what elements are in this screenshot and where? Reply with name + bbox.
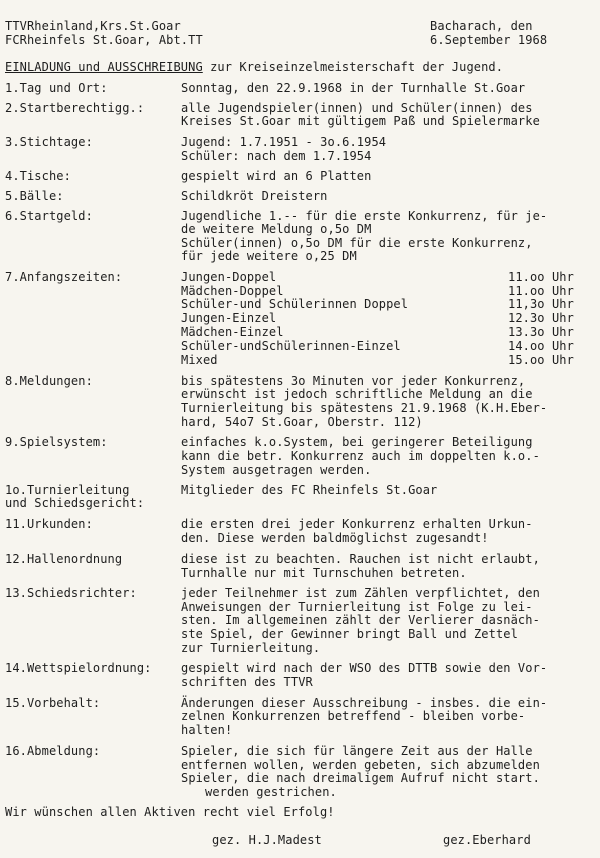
event-name: Jungen-Einzel (181, 311, 277, 325)
header-club-left-2: FCRheinfels St.Goar, Abt.TT (5, 33, 203, 47)
section-15-line: halten! (181, 723, 233, 737)
event-time: 14.oo Uhr (508, 339, 574, 353)
section-15-line: Änderungen dieser Ausschreibung - insbes. die ein- (181, 696, 548, 710)
section-10-label: 1o.Turnierleitung (5, 483, 130, 497)
section-7-label: 7.Anfangszeiten: (5, 270, 123, 284)
event-name: Schüler-undSchülerinnen-Einzel (181, 339, 401, 353)
section-12-label: 12.Hallenordnung (5, 552, 123, 566)
section-3-line: Schüler: nach dem 1.7.1954 (181, 149, 372, 163)
section-14-line: schriften des TTVR (181, 675, 313, 689)
event-name: Schüler-und Schülerinnen Doppel (181, 297, 409, 311)
event-name: Mädchen-Einzel (181, 325, 284, 339)
section-6-line: für jede weitere o,25 DM (181, 249, 357, 263)
section-8-label: 8.Meldungen: (5, 374, 93, 388)
section-14-line: gespielt wird nach der WSO des DTTB sowie den Vor- (181, 661, 548, 675)
header-date: 6.September 1968 (430, 33, 548, 47)
event-time: 15.oo Uhr (508, 353, 574, 367)
section-9-line: einfaches k.o.System, bei geringerer Beteiligung (181, 435, 533, 449)
section-5-line: Schildkröt Dreistern (181, 189, 328, 203)
section-14-label: 14.Wettspielordnung: (5, 661, 152, 675)
event-time: 12.3o Uhr (508, 311, 574, 325)
section-4-line: gespielt wird an 6 Platten (181, 169, 372, 183)
section-6-label: 6.Startgeld: (5, 209, 93, 223)
event-time: 13.3o Uhr (508, 325, 574, 339)
section-2-label: 2.Startberechtigg.: (5, 101, 145, 115)
title-rest: zur Kreiseinzelmeisterschaft der Jugend. (202, 60, 504, 74)
section-2-line: alle Jugendspieler(innen) und Schüler(innen) des (181, 101, 533, 115)
document-title (5, 61, 503, 74)
section-12-line: diese ist zu beachten. Rauchen ist nicht erlaubt, (181, 552, 540, 566)
section-13-line: zur Turnierleitung. (181, 641, 321, 655)
section-8-line: hard, 54o7 St.Goar, Oberstr. 112) (181, 415, 423, 429)
section-16-line: Spieler, die sich für längere Zeit aus der Halle (181, 744, 533, 758)
section-16-line: Spieler, die nach dreimaligem Aufruf nicht start. (181, 771, 540, 785)
section-13-line: sten. Im allgemeinen zählt der Verlierer dasnäch- (181, 613, 540, 627)
section-5-label: 5.Bälle: (5, 189, 64, 203)
section-12-line: Turnhalle nur mit Turnschuhen betreten. (181, 566, 467, 580)
section-2-line: Kreises St.Goar mit gültigem Paß und Spielermarke (181, 114, 540, 128)
section-9-line: kann die betr. Konkurrenz auch im doppelten k.o.- (181, 449, 540, 463)
section-8-line: erwünscht ist jedoch schriftliche Meldung an die (181, 387, 533, 401)
title-underlined: EINLADUNG und AUSSCHREIBUNG (5, 60, 203, 74)
section-13-label: 13.Schiedsrichter: (5, 586, 137, 600)
section-13-line: ste Spiel, der Gewinner bringt Ball und Zettel (181, 627, 518, 641)
section-6-line: Schüler(innen) o,5o DM für die erste Konkurrenz, (181, 236, 533, 250)
section-6-line: Jugendliche 1.-- für die erste Konkurrenz, für je- (181, 209, 548, 223)
event-time: 11,3o Uhr (508, 297, 574, 311)
closing-line: Wir wünschen allen Aktiven recht viel Erfolg! (5, 805, 335, 819)
section-1-label: 1.Tag und Ort: (5, 81, 108, 95)
event-name: Jungen-Doppel (181, 270, 277, 284)
event-name: Mädchen-Doppel (181, 284, 284, 298)
section-13-line: Anweisungen der Turnierleitung ist Folge zu lei- (181, 600, 533, 614)
section-11-line: den. Diese werden baldmöglichst zugesandt! (181, 531, 489, 545)
section-16-line: entfernen wollen, werden gebeten, sich abzumelden (181, 758, 540, 772)
section-16-line: werden gestrichen. (205, 785, 337, 799)
section-6-line: de weitere Meldung o,5o DM (181, 222, 372, 236)
event-time: 11.oo Uhr (508, 284, 574, 298)
section-9-line: System ausgetragen werden. (181, 463, 372, 477)
section-8-line: Turnierleitung bis spätestens 21.9.1968 (K.H.Eber- (181, 401, 548, 415)
event-name: Mixed (181, 353, 218, 367)
section-11-line: die ersten drei jeder Konkurrenz erhalten Urkun- (181, 517, 533, 531)
header-club-left-1: TTVRheinland,Krs.St.Goar (5, 19, 181, 33)
section-3-label: 3.Stichtage: (5, 135, 93, 149)
section-13-line: jeder Teilnehmer ist zum Zählen verpflichtet, den (181, 586, 540, 600)
section-4-label: 4.Tische: (5, 169, 71, 183)
section-8-line: bis spätestens 3o Minuten vor jeder Konkurrenz, (181, 374, 526, 388)
section-9-label: 9.Spielsystem: (5, 435, 108, 449)
signature-left: gez. H.J.Madest (212, 833, 322, 847)
header-place: Bacharach, den (430, 19, 533, 33)
section-15-line: zelnen Konkurrenzen betreffend - bleiben vorbe- (181, 709, 526, 723)
section-15-label: 15.Vorbehalt: (5, 696, 101, 710)
section-10-line: Mitglieder des FC Rheinfels St.Goar (181, 483, 438, 497)
section-10-label: und Schiedsgericht: (5, 496, 145, 510)
section-1-line: Sonntag, den 22.9.1968 in der Turnhalle St.Goar (181, 81, 526, 95)
event-time: 11.oo Uhr (508, 270, 574, 284)
section-11-label: 11.Urkunden: (5, 517, 93, 531)
section-16-label: 16.Abmeldung: (5, 744, 101, 758)
section-3-line: Jugend: 1.7.1951 - 3o.6.1954 (181, 135, 387, 149)
signature-right: gez.Eberhard (443, 833, 531, 847)
